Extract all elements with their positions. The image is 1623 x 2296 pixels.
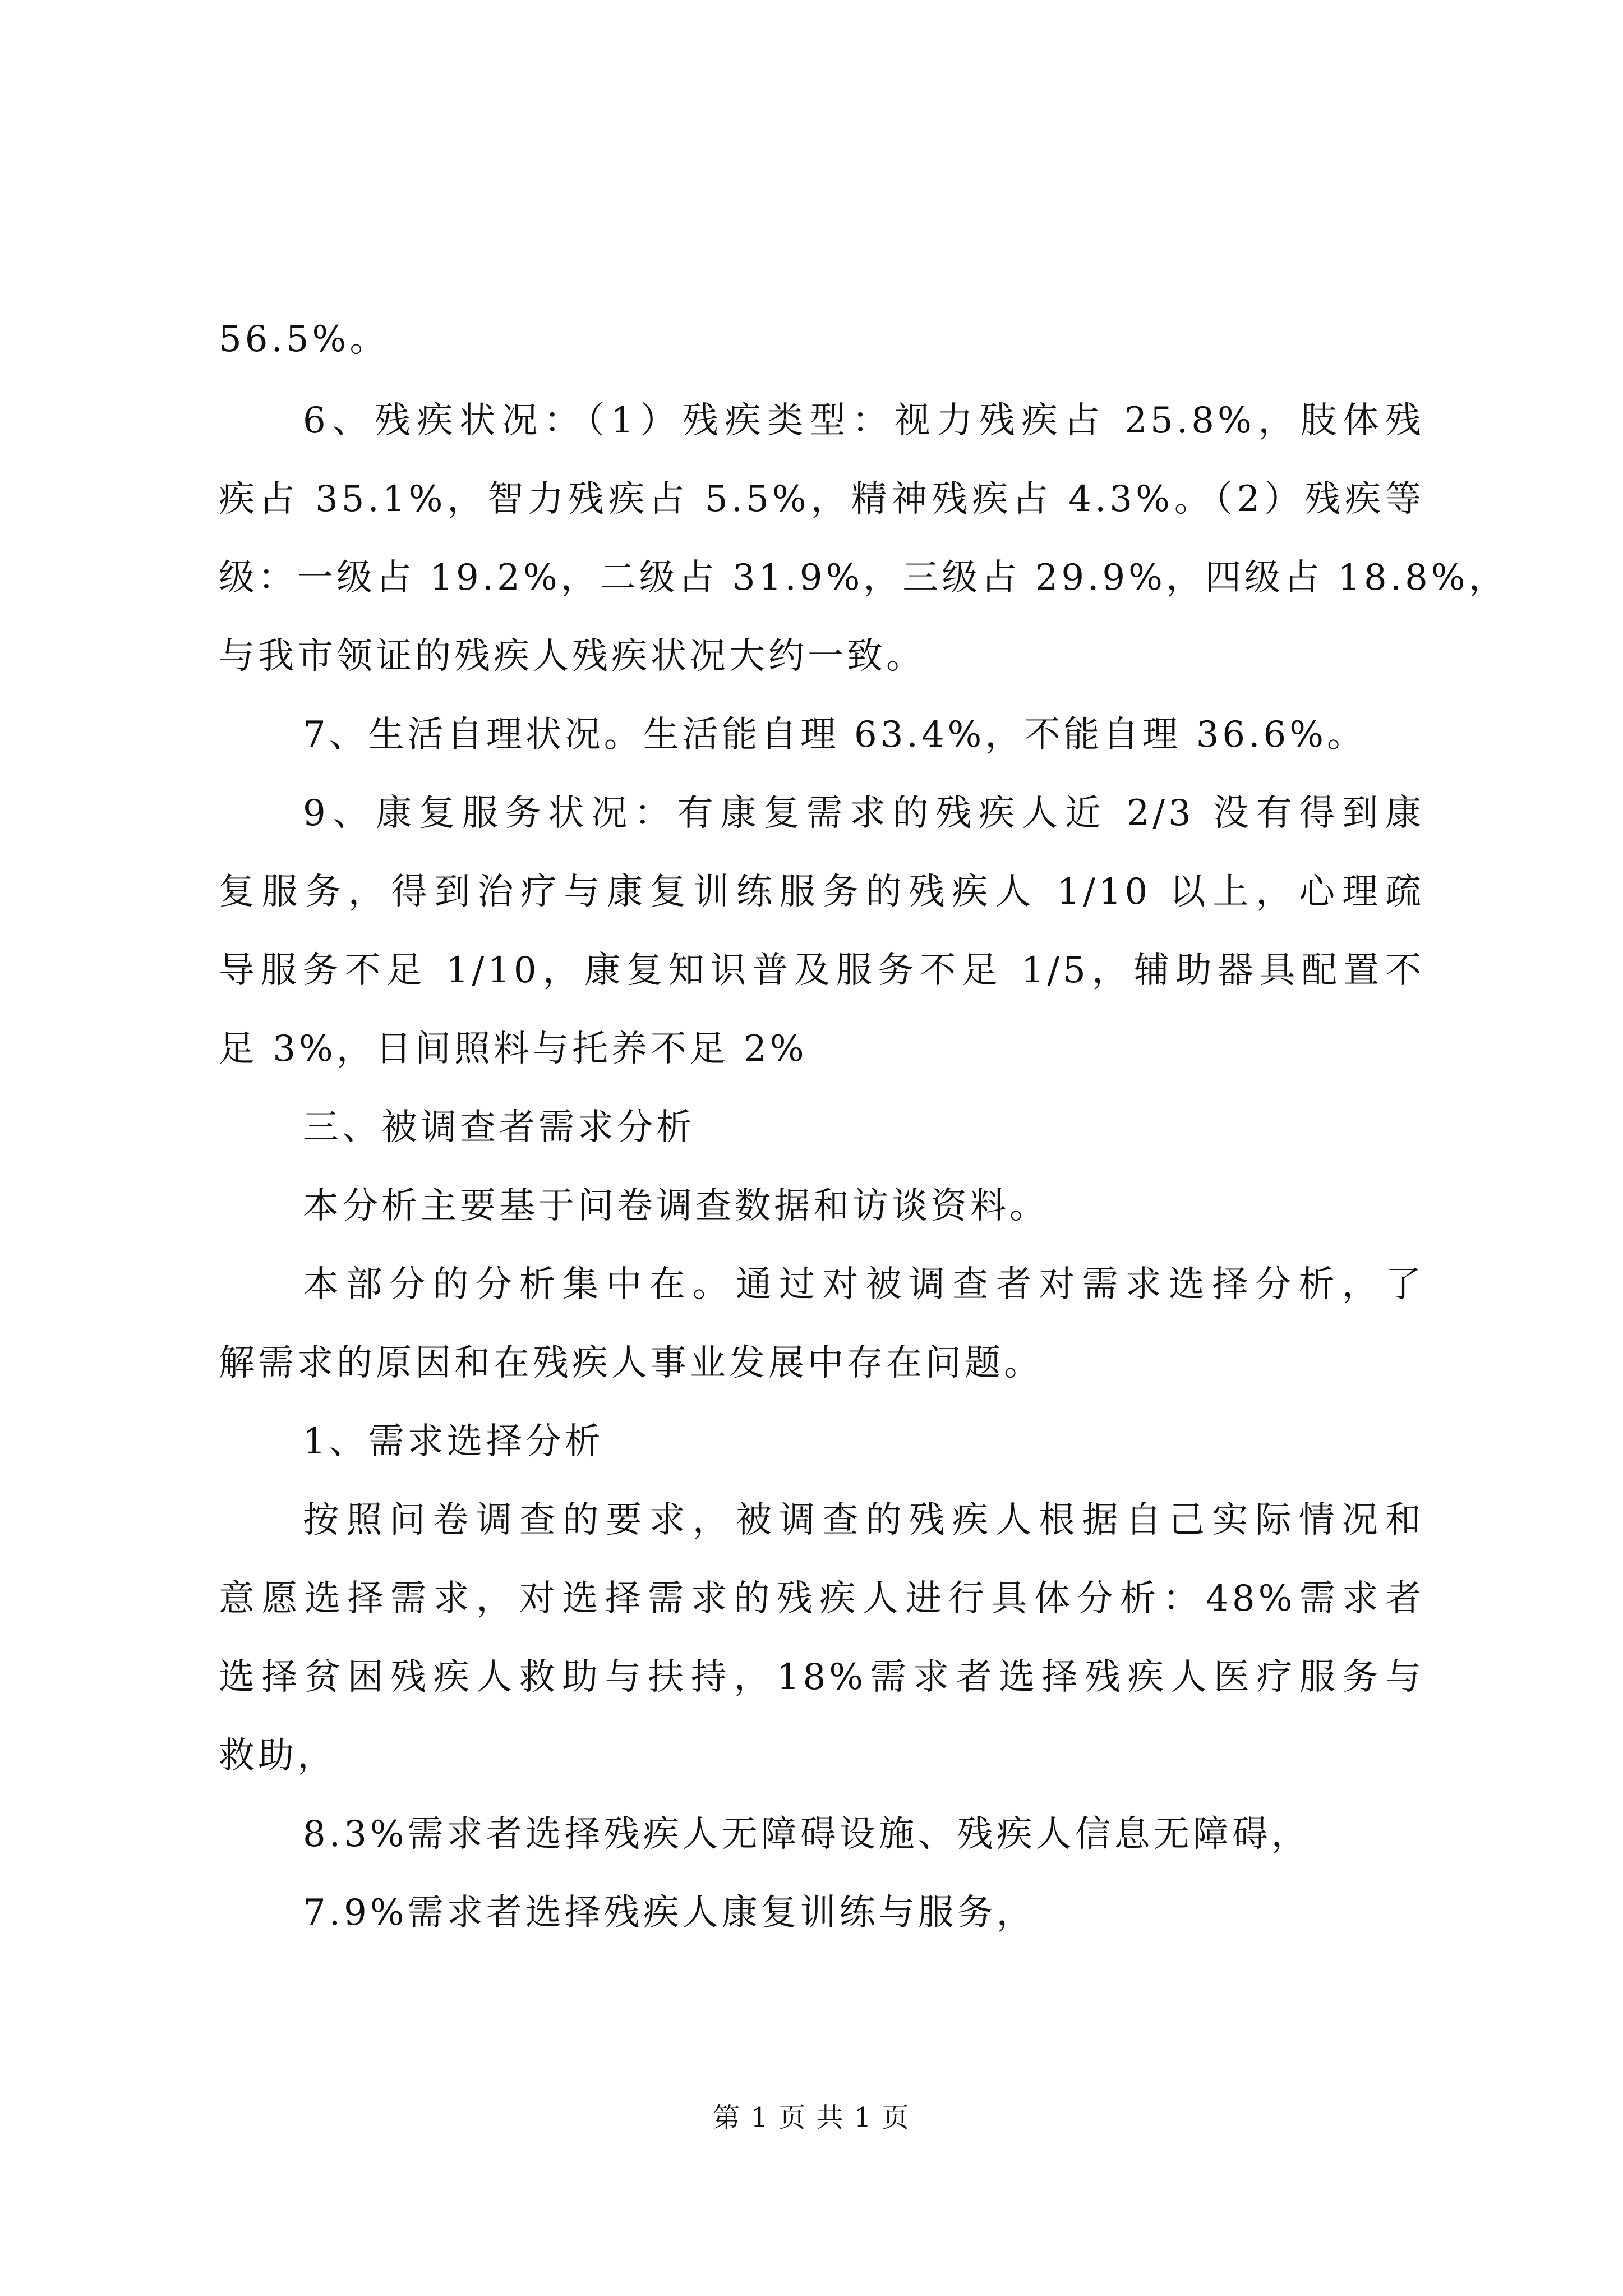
page-footer: 第 1 页 共 1 页 [713, 2102, 910, 2133]
text-line-7: 9、康复服务状况：有康复需求的残疾人近 2/3 没有得到康 [303, 793, 1424, 834]
text-line-19: 救助， [219, 1735, 336, 1777]
text-line-13: 本部分的分析集中在。通过对被调查者对需求选择分析，了 [303, 1264, 1424, 1305]
text-line-12: 本分析主要基于问卷调查数据和访谈资料。 [303, 1185, 1049, 1227]
text-line-8: 复服务，得到治疗与康复训练服务的残疾人 1/10 以上，心理疏 [219, 871, 1424, 913]
text-line-10: 足 3%，日间照料与托养不足 2% [219, 1028, 808, 1070]
text-line-2: 6、残疾状况：（1）残疾类型：视力残疾占 25.8%，肢体残 [303, 400, 1424, 441]
text-line-3: 疾占 35.1%，智力残疾占 5.5%，精神残疾占 4.3%。（2）残疾等 [219, 478, 1424, 520]
text-line-4: 级：一级占 19.2%，二级占 31.9%，三级占 29.9%，四级占 18.8%， [219, 557, 1508, 599]
text-line-9: 导服务不足 1/10，康复知识普及服务不足 1/5，辅助器具配置不 [219, 950, 1424, 991]
text-line-6: 7、生活自理状况。生活能自理 63.4%，不能自理 36.6%。 [303, 714, 1367, 756]
section-heading: 三、被调查者需求分析 [303, 1107, 695, 1148]
text-line-20: 8.3%需求者选择残疾人无障碍设施、残疾人信息无障碍， [303, 1814, 1311, 1855]
text-line-14: 解需求的原因和在残疾人事业发展中存在问题。 [219, 1342, 1043, 1384]
text-line-17: 意愿选择需求，对选择需求的残疾人进行具体分析：48%需求者 [219, 1578, 1424, 1619]
text-line-16: 按照问卷调查的要求，被调查的残疾人根据自己实际情况和 [303, 1499, 1424, 1541]
text-line-1: 56.5%。 [219, 319, 389, 360]
text-line-18: 选择贫困残疾人救助与扶持，18%需求者选择残疾人医疗服务与 [219, 1657, 1424, 1698]
subsection-heading: 1、需求选择分析 [303, 1421, 604, 1462]
text-line-21: 7.9%需求者选择残疾人康复训练与服务， [303, 1892, 1036, 1934]
text-line-5: 与我市领证的残疾人残疾状况大约一致。 [219, 636, 925, 677]
